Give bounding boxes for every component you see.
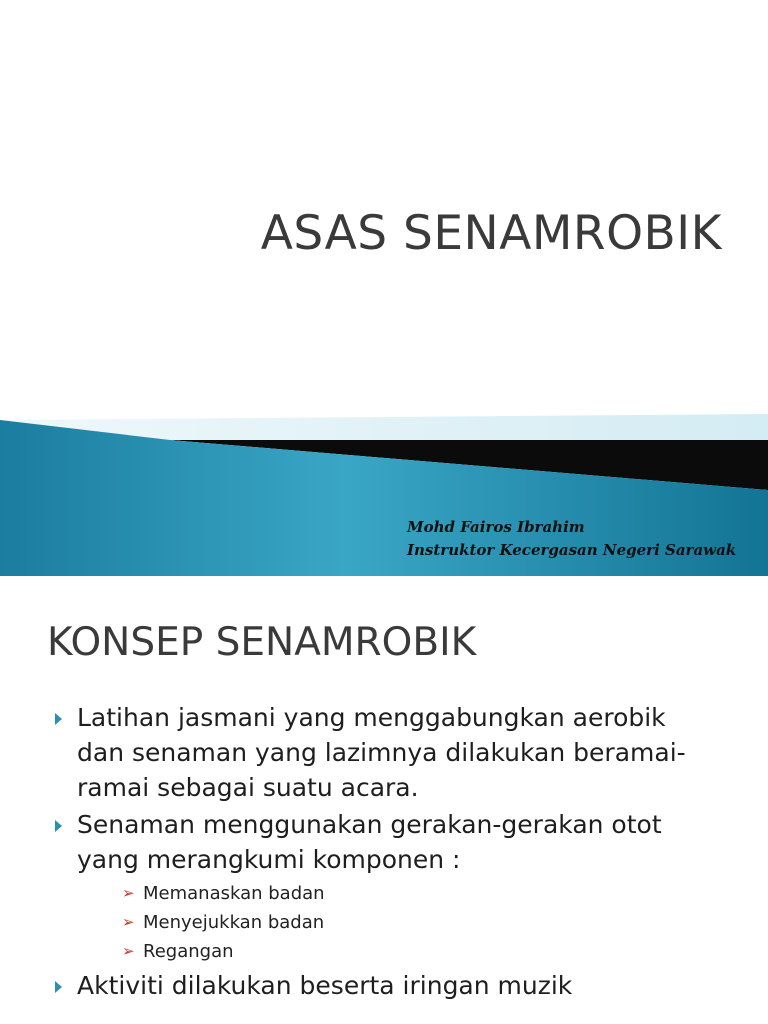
sub-bullet-list: [0, 879, 768, 966]
slide-title: ASAS SENAMROBIK: [260, 206, 722, 261]
arrow-right-icon: ➢: [122, 913, 135, 931]
bullet-triangle-icon: [55, 713, 62, 725]
author-role: Instruktor Kecergasan Negeri Sarawak: [407, 541, 737, 559]
bullet-item: [0, 807, 687, 877]
bullet-list: [0, 700, 768, 1005]
arrow-right-icon: ➢: [122, 884, 135, 902]
slide-title: KONSEP SENAMROBIK: [47, 620, 477, 665]
sub-bullet-text: Memanaskan badan: [143, 883, 325, 904]
sub-bullet-text: Menyejukkan badan: [143, 912, 325, 933]
bullet-triangle-icon: [55, 981, 62, 993]
sub-bullet-item: [0, 937, 768, 966]
bullet-text: Senaman menggunakan gerakan-gerakan otot yang merangkumi komponen :: [77, 810, 662, 874]
sub-bullet-text: Regangan: [143, 941, 234, 962]
bullet-item: [0, 700, 687, 805]
bullet-text: Latihan jasmani yang menggabungkan aerobik dan senaman yang lazimnya dilakukan beramai-ramai sebagai suatu acara.: [77, 703, 686, 802]
bullet-text: Aktiviti dilakukan beserta iringan muzik: [77, 971, 573, 1000]
author-block: [407, 516, 736, 562]
sub-bullet-item: [0, 879, 768, 908]
arrow-right-icon: ➢: [122, 942, 135, 960]
sub-bullet-item: [0, 908, 768, 937]
bullet-triangle-icon: [55, 820, 62, 832]
author-name: Mohd Fairos Ibrahim: [407, 518, 585, 536]
content-slide: [0, 576, 768, 1024]
bullet-item: [0, 968, 687, 1003]
